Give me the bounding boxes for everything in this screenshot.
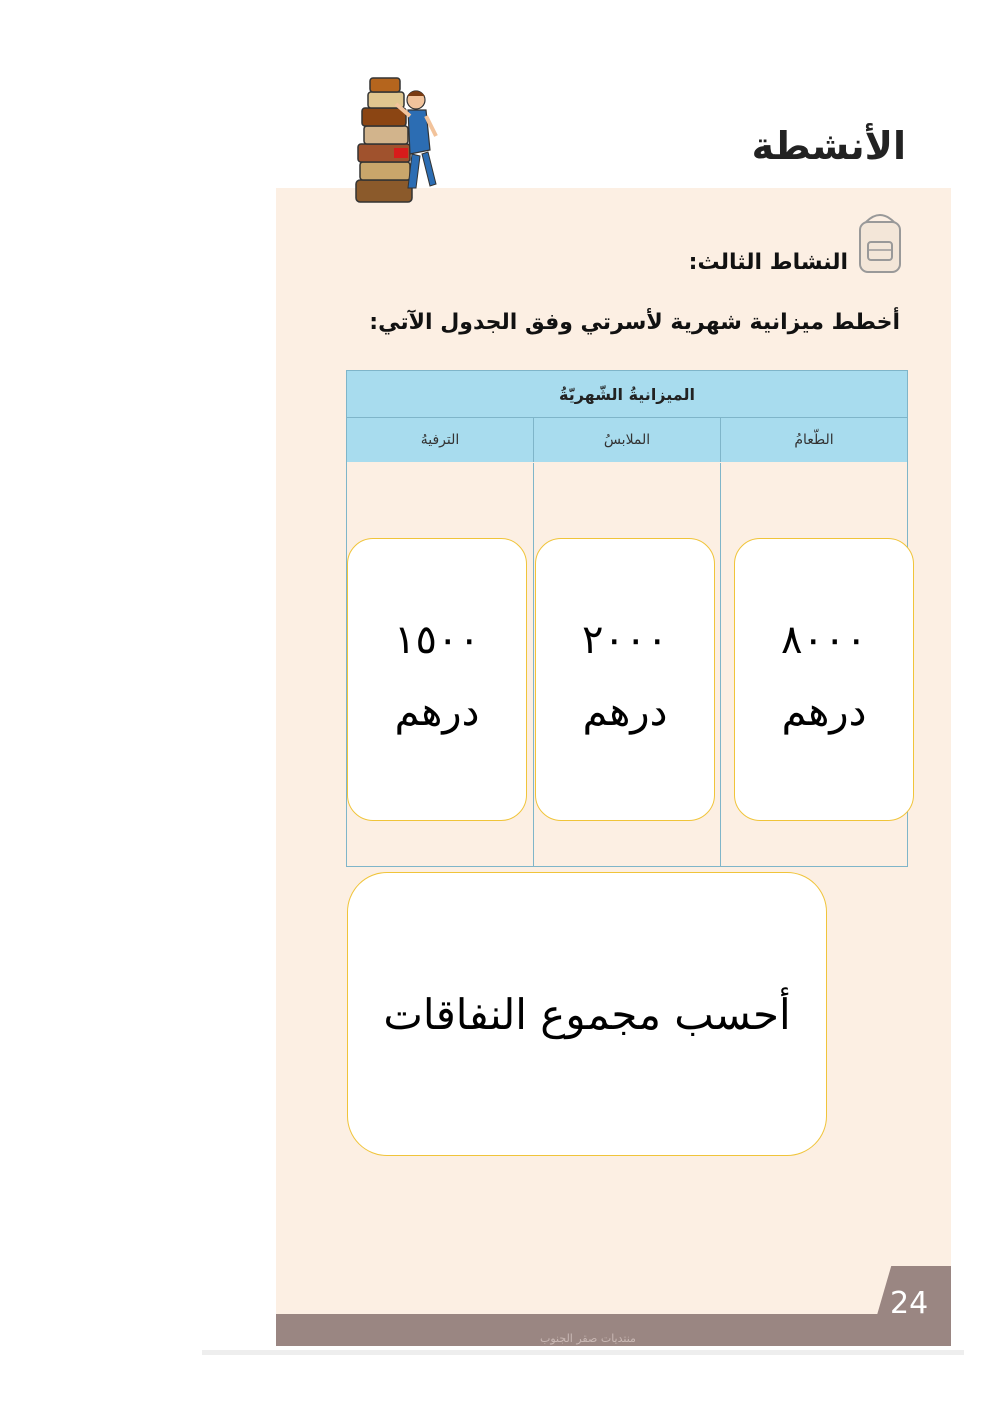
food-amount-unit: درهم — [781, 689, 867, 735]
entertainment-amount-box — [347, 538, 527, 821]
books-stack-illustration — [350, 70, 442, 212]
clothes-amount-value: ٢٠٠٠ — [582, 617, 668, 663]
food-amount-value: ٨٠٠٠ — [781, 617, 867, 663]
total-expenses-prompt: أحسب مجموع النفاقات — [383, 989, 791, 1039]
clothes-amount-box — [535, 538, 715, 821]
activity-heading: النشاط الثالث: — [688, 250, 848, 275]
bottom-divider — [202, 1350, 964, 1355]
column-header-food: الطّعامُ — [720, 418, 907, 462]
page-number: 24 — [890, 1286, 929, 1321]
clothes-amount-unit: درهم — [582, 689, 668, 735]
budget-header-row — [347, 418, 907, 462]
entertainment-amount-value: ١٥٠٠ — [394, 617, 480, 663]
school-bag-icon — [852, 208, 908, 278]
entertainment-amount-unit: درهم — [394, 689, 480, 735]
total-expenses-box — [347, 872, 827, 1156]
budget-table-title: الميزانيةُ الشّهريّةُ — [347, 371, 907, 418]
watermark: منتديات صقر الجنوب — [540, 1332, 636, 1345]
section-title: الأنشطة — [751, 124, 906, 168]
food-amount-box — [734, 538, 914, 821]
column-header-entertainment: الترفيهُ — [420, 432, 460, 448]
activity-instruction: أخطط ميزانية شهرية لأسرتي وفق الجدول الآتي: — [369, 310, 900, 335]
column-header-clothes: الملابسُ — [533, 418, 720, 462]
